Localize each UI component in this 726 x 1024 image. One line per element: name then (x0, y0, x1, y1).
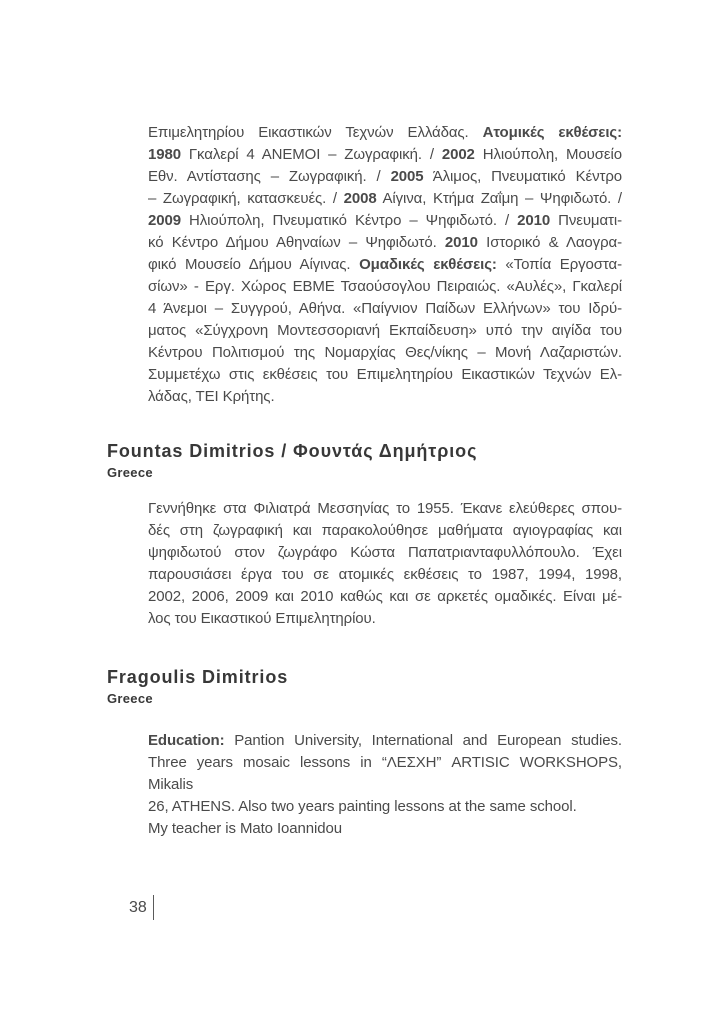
text-line (148, 608, 622, 630)
text-line (148, 166, 622, 188)
text-segment: Γεννήθηκε στα Φιλιατρά Μεσσηνίας το 1955. Έκανε ελεύθερες σπου- (148, 500, 622, 517)
artist-entry-header-fragoulis (107, 665, 288, 707)
text-segment: Three years mosaic lessons in “ΛΕΣΧΗ” ARTISIC WORKSHOPS, Mikalis (148, 754, 622, 793)
artist-name: Fragoulis Dimitrios (107, 667, 289, 687)
text-line (148, 818, 622, 840)
bold-text-segment: 2005 (390, 168, 424, 185)
text-segment: Επιμελητηρίου Εικαστικών Τεχνών Ελλάδας. (148, 124, 483, 141)
text-line (148, 564, 622, 586)
text-segment: Άλιμος, Πνευματικό Κέντρο (423, 168, 623, 185)
text-segment: λος του Εικαστικού Επιμελητηρίου. (148, 610, 376, 627)
bold-text-segment: 1980 (148, 146, 181, 163)
text-line (148, 188, 622, 210)
text-segment: Ηλιούπολη, Πνευματικό Κέντρο – Ψηφιδωτό. / (180, 212, 518, 229)
text-segment: Κέντρου Πολιτισμού της Νομαρχίας Θες/νίκης – Μονή Λαζαριστών. (148, 344, 622, 361)
text-segment: – Ζωγραφική, κατασκευές. / (148, 190, 344, 207)
page-number-divider (153, 895, 154, 920)
page-number: 38 (129, 899, 147, 916)
bold-text-segment: 2009 (148, 212, 181, 229)
text-segment: 2002, 2006, 2009 και 2010 καθώς και σε αρκετές ομαδικές. Είναι μέ- (148, 588, 622, 605)
text-line (148, 796, 622, 818)
artist-name: Fountas Dimitrios / Φουντάς Δημήτριος (107, 441, 478, 461)
text-line (148, 276, 622, 298)
text-segment: My teacher is Mato Ioannidou (148, 820, 342, 837)
text-segment: Εθν. Αντίστασης – Ζωγραφική. / (148, 168, 391, 185)
text-line (148, 210, 622, 232)
text-segment: 4 Άνεμοι – Συγγρού, Αθήνα. «Παίγνιον Παίδων Ελλήνων» του Ιδρύ- (148, 300, 622, 317)
text-segment: Ιστορικό & Λαογρα- (477, 234, 622, 251)
artist-bio-paragraph-fragoulis (148, 730, 622, 840)
text-line (148, 498, 622, 520)
text-segment: ψηφιδωτού στον ζωγράφο Κώστα Παπατριανταφυλλόπουλο. Έχει (148, 544, 622, 561)
text-segment: ματος «Σύγχρονη Μοντεσσοριανή Εκπαίδευση» υπό την αιγίδα του (148, 322, 622, 339)
text-line (148, 586, 622, 608)
text-line (148, 752, 622, 796)
text-segment: Αίγινα, Κτήμα Ζαΐμη – Ψηφιδωτό. / (376, 190, 622, 207)
artist-entry-header-fountas (107, 439, 477, 481)
text-line (148, 320, 622, 342)
text-line (148, 542, 622, 564)
text-segment: λάδας, ΤΕΙ Κρήτης. (148, 388, 275, 405)
bold-text-segment: Education: (148, 732, 225, 749)
bold-text-segment: Ομαδικές εκθέσεις: (359, 256, 497, 273)
text-line (148, 364, 622, 386)
text-line (148, 730, 622, 752)
exhibitions-paragraph (148, 122, 622, 408)
text-segment: Γκαλερί 4 ΑΝΕΜΟΙ – Ζωγραφική. / (180, 146, 442, 163)
text-segment: 26, ATHENS. Also two years painting lessons at the same school. (148, 798, 577, 815)
text-line (148, 144, 622, 166)
text-line (148, 232, 622, 254)
bold-text-segment: 2002 (441, 146, 475, 163)
bold-text-segment: 2008 (343, 190, 377, 207)
text-segment: Συμμετέχω στις εκθέσεις του Επιμελητηρίου Εικαστικών Τεχνών Ελ- (148, 366, 622, 383)
text-segment: Ηλιούπολη, Μουσείο (474, 146, 622, 163)
text-segment: δές στη ζωγραφική και παρακολούθησε μαθήματα αγιογραφίας και (148, 522, 622, 539)
text-line (148, 342, 622, 364)
text-line (148, 520, 622, 542)
text-line (148, 122, 622, 144)
bold-text-segment: 2010 (444, 234, 478, 251)
text-segment: κό Κέντρο Δήμου Αθηναίων – Ψηφιδωτό. (148, 234, 445, 251)
text-segment: φικό Μουσείο Δήμου Αίγινας. (148, 256, 360, 273)
text-segment: παρουσιάσει έργα του σε ατομικές εκθέσεις το 1987, 1994, 1998, (148, 566, 622, 583)
bold-text-segment: 2010 (517, 212, 551, 229)
text-segment: Pantion University, International and European studies. (224, 732, 622, 749)
text-segment: «Τοπία Εργοστα- (496, 256, 623, 273)
text-line (148, 386, 622, 408)
text-segment: Πνευματι- (550, 212, 622, 229)
text-line (148, 298, 622, 320)
artist-country: Greece (107, 691, 153, 706)
text-segment: σίων» - Εργ. Χώρος ΕΒΜΕ Τσαούσογλου Πειραιώς. «Αυλές», Γκαλερί (148, 278, 622, 295)
bold-text-segment: Ατομικές εκθέσεις: (482, 124, 622, 141)
artist-bio-paragraph-fountas (148, 498, 622, 630)
text-line (148, 254, 622, 276)
artist-country: Greece (107, 465, 153, 480)
page-footer (129, 895, 154, 920)
